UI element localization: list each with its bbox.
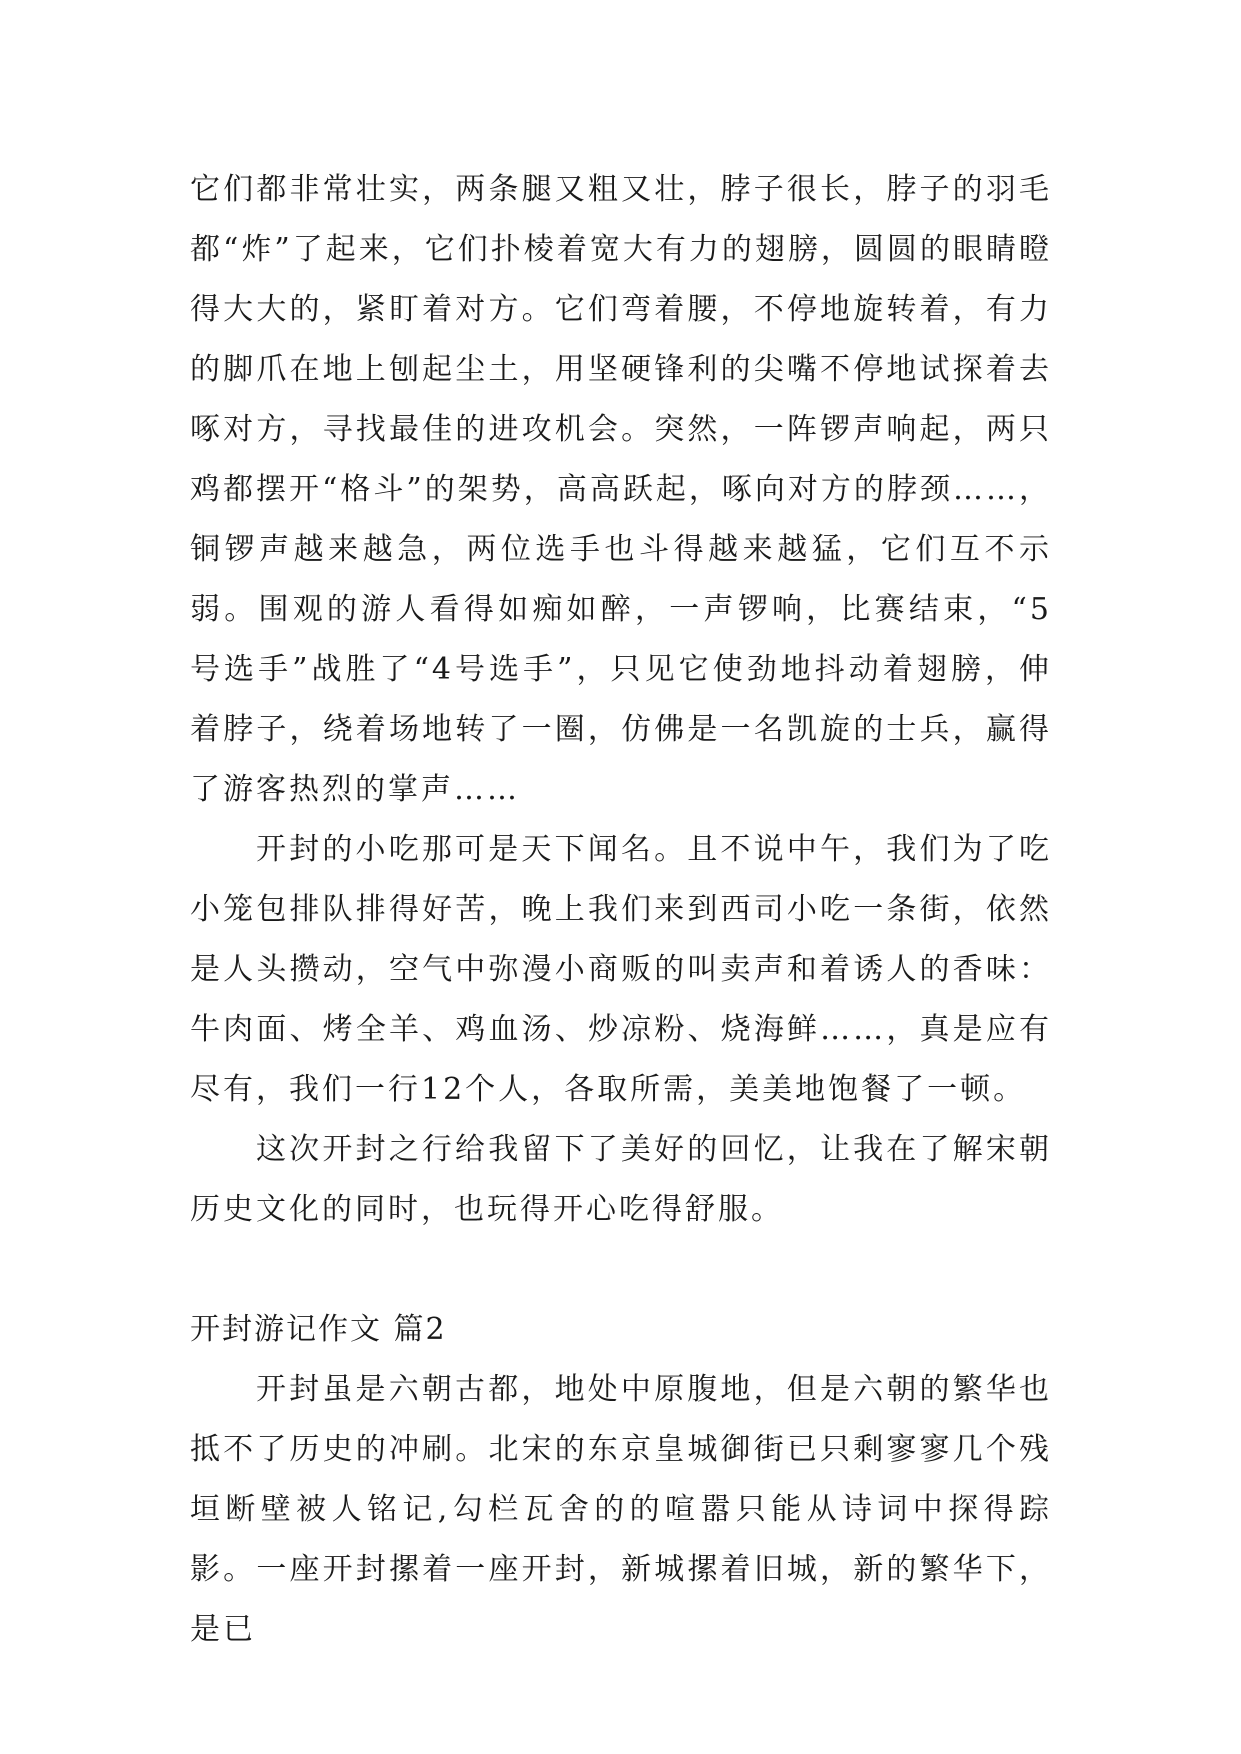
paragraph-history: 开封虽是六朝古都，地处中原腹地，但是六朝的繁华也抵不了历史的冲刷。北宋的东京皇城御街已只剩寥寥几个残垣断壁被人铭记,勾栏瓦舍的的喧嚣只能从诗词中探得踪影。一座开封摞着一座开封，新城摞着旧城，新的繁华下，是已 bbox=[190, 1372, 1052, 1647]
paragraph-conclusion: 这次开封之行给我留下了美好的回忆，让我在了解宋朝历史文化的同时，也玩得开心吃得舒服。 bbox=[190, 1132, 1052, 1227]
document-body bbox=[190, 160, 1052, 1660]
paragraph-snacks: 开封的小吃那可是天下闻名。且不说中午，我们为了吃小笼包排队排得好苦，晚上我们来到西司小吃一条街，依然是人头攒动，空气中弥漫小商贩的叫卖声和着诱人的香味：牛肉面、烤全羊、鸡血汤、炒凉粉、烧海鲜……，真是应有尽有，我们一行12个人，各取所需，美美地饱餐了一顿。 bbox=[190, 832, 1052, 1107]
section-heading: 开封游记作文 篇2 bbox=[190, 1312, 447, 1347]
paragraph-cockfight: 它们都非常壮实，两条腿又粗又壮，脖子很长，脖子的羽毛都“炸”了起来，它们扑棱着宽大有力的翅膀，圆圆的眼睛瞪得大大的，紧盯着对方。它们弯着腰，不停地旋转着，有力的脚爪在地上刨起尘土，用坚硬锋利的尖嘴不停地试探着去啄对方，寻找最佳的进攻机会。突然，一阵锣声响起，两只鸡都摆开“格斗”的架势，高高跃起，啄向对方的脖颈……，铜锣声越来越急，两位选手也斗得越来越猛，它们互不示弱。围观的游人看得如痴如醉，一声锣响，比赛结束，“5号选手”战胜了“4号选手”，只见它使劲地抖动着翅膀，伸着脖子，绕着场地转了一圈，仿佛是一名凯旋的士兵，赢得了游客热烈的掌声…… bbox=[190, 172, 1052, 807]
